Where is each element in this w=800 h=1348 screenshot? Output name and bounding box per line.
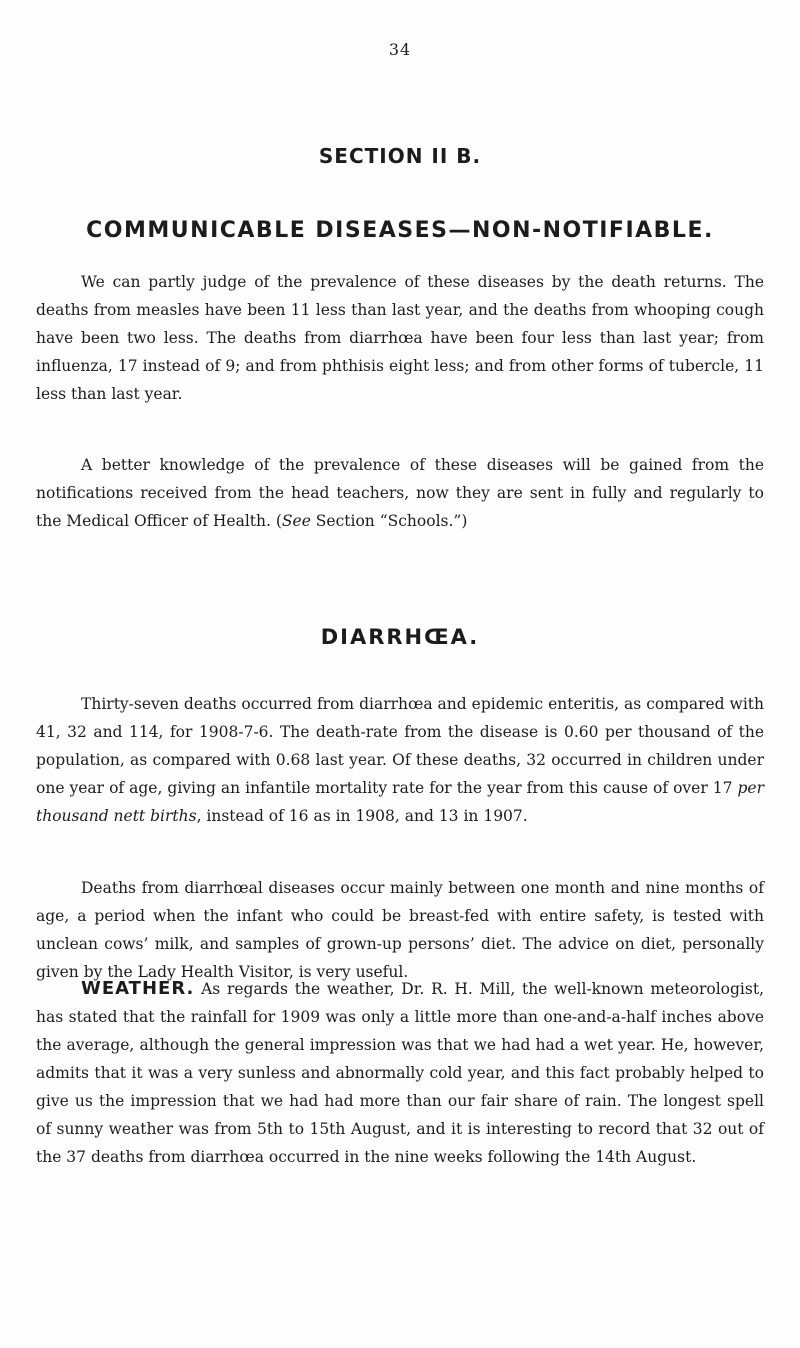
section-heading: SECTION II B. (318, 144, 482, 168)
paragraph-diarrhoea-deaths-text: Thirty-seven deaths occurred from diarrhœa and epidemic enteritis, as compared with 41, 32 and 114, for 1908-7-6. The death-rate from the disease is 0.60 per thousand of the population, as compared with 0.68 last year. Of these deaths, 32 occurred in children under one year of age, giving an infantile mortality rate for the year from this cause of over 17 (36, 695, 764, 797)
paragraph-notifications (36, 451, 764, 535)
see-reference: See (281, 512, 311, 530)
paragraph-diarrhoea-deaths-end: , instead of 16 as in 1908, and 13 in 1907. (196, 807, 528, 825)
nett-births-phrase: per thousand nett births (36, 779, 764, 825)
main-heading: COMMUNICABLE DISEASES—NON-NOTIFIABLE. (86, 218, 714, 243)
weather-lead: WEATHER. (81, 978, 195, 999)
paragraph-diarrhoea-deaths (36, 690, 764, 830)
page-number: 34 (388, 40, 412, 59)
diarrhoea-heading: DIARRHŒA. (320, 625, 480, 649)
paragraph-notifications-text: A better knowledge of the prevalence of these diseases will be gained from the notifications received from the head teachers, now they are sent in fully and regularly to the Medical Officer of Health. ( (36, 456, 764, 530)
paragraph-weather-text: As regards the weather, Dr. R. H. Mill, the well-known meteorologist, has stated that the rainfall for 1909 was only a little more than one-and-a-half inches above the average, although the general impression was that we had had a wet year. He, however, admits that it was a very sunless and abnormally cold year, and this fact probably helped to give us the impression that we had had more than our fair share of rain. The longest spell of sunny weather was from 5th to 15th August, and it is interesting to record that 32 out of the 37 deaths from diarrhœa occurred in the nine weeks following the 14th August. (36, 980, 764, 1166)
paragraph-age-causes: Deaths from diarrhœal diseases occur mainly between one month and nine months of age, a period when the infant who could be breast-fed with entire safety, is tested with unclean cows’ milk, and samples of grown-up persons’ diet. The advice on diet, personally given by the Lady Health Visitor, is very useful. (36, 879, 764, 981)
paragraph-notifications-end: Section “Schools.”) (310, 512, 468, 530)
paragraph-death-returns: We can partly judge of the prevalence of these diseases by the death returns. The deaths from measles have been 11 less than last year, and the deaths from whooping cough have been two less. The deaths from diarrhœa have been four less than last year; from influenza, 17 instead of 9; and from phthisis eight less; and from other forms of tubercle, 11 less than last year. (36, 273, 764, 403)
paragraph-weather (36, 975, 764, 1171)
